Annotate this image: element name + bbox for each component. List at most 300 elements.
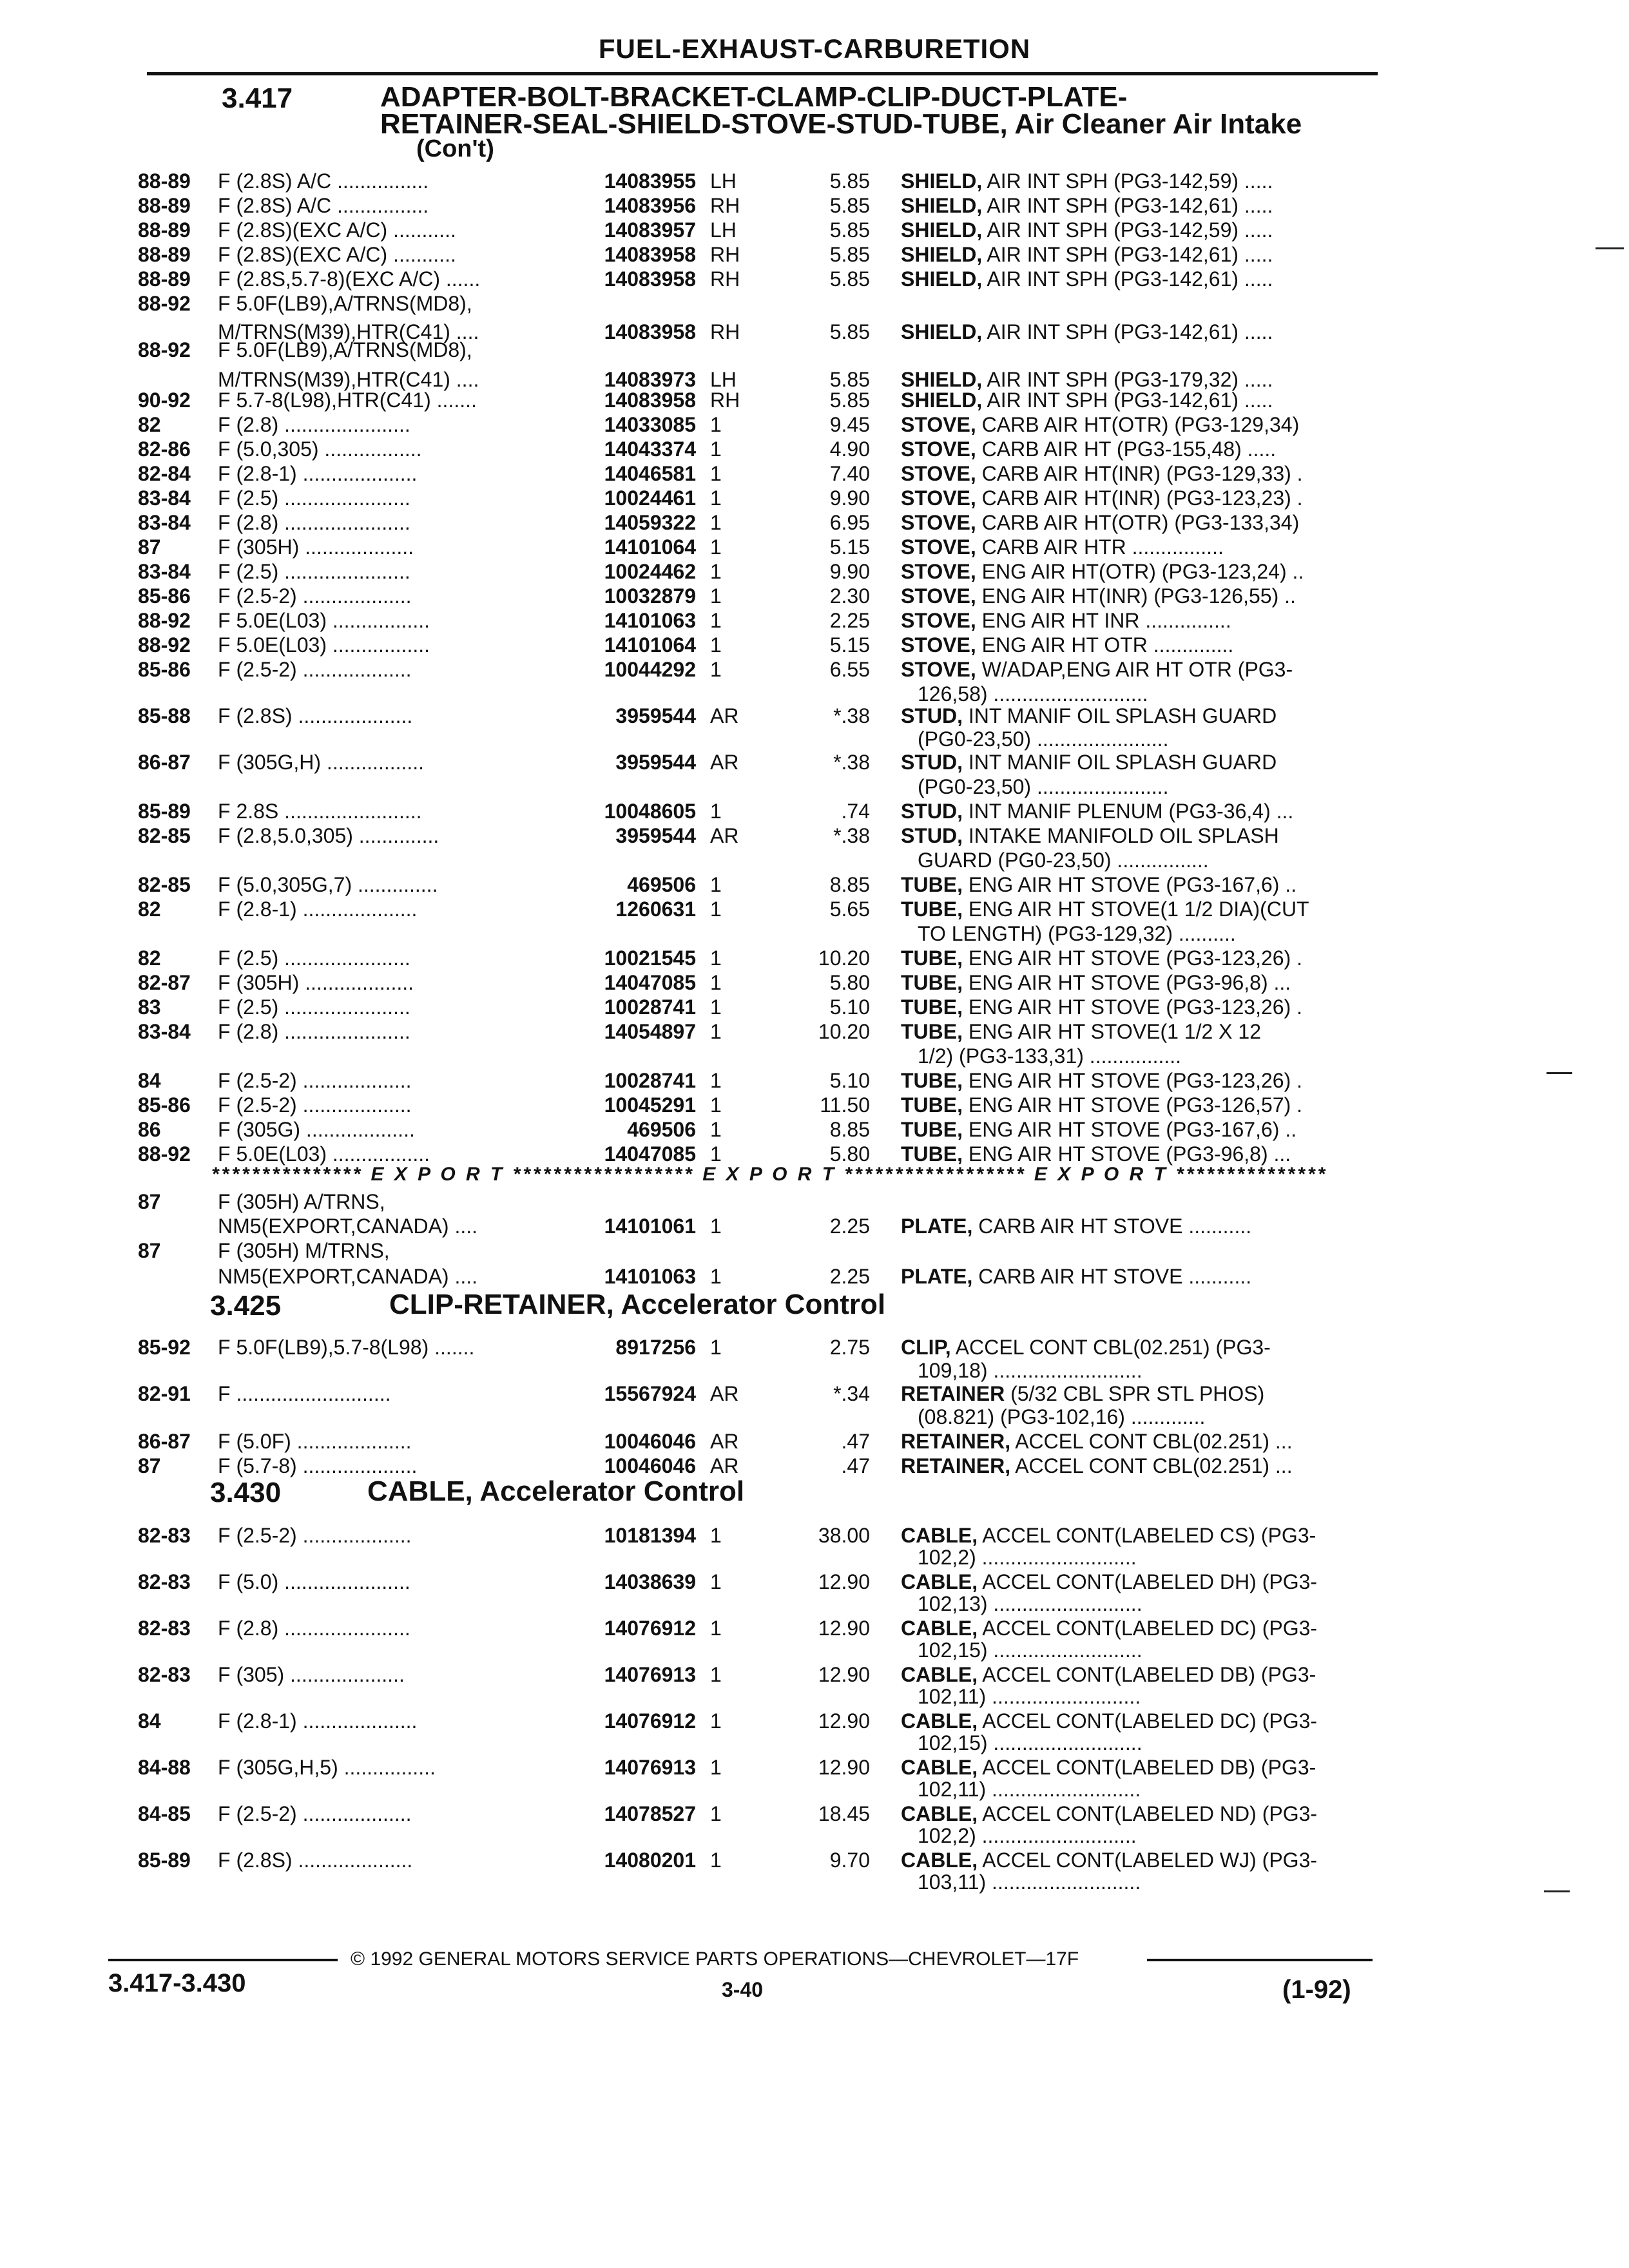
description-continued: 102,15) ..........................: [918, 1731, 1142, 1754]
section-title-line1: ADAPTER-BOLT-BRACKET-CLAMP-CLIP-DUCT-PLATE-: [380, 81, 1128, 113]
list-item: [0, 1454, 1629, 1478]
description-continued: 1/2) (PG3-133,31) ................: [918, 1044, 1182, 1068]
part-name: SHIELD,: [901, 169, 983, 193]
quantity: 1: [710, 584, 722, 608]
part-name: STUD,: [901, 800, 963, 823]
part-number: 14083973: [604, 368, 696, 391]
description: [901, 218, 1365, 242]
description: [901, 535, 1365, 559]
part-number: 14083958: [604, 267, 696, 291]
part-name: SHIELD,: [901, 389, 983, 412]
price: 2.25: [829, 1265, 870, 1288]
part-number: 3959544: [615, 824, 696, 847]
part-description: ENG AIR HT STOVE (PG3-167,6) ..: [968, 1118, 1297, 1141]
part-name: STUD,: [901, 824, 963, 847]
list-item: [0, 559, 1629, 584]
part-number: 14054897: [604, 1020, 696, 1043]
description: [901, 242, 1365, 267]
part-name: CABLE,: [901, 1663, 978, 1686]
list-item: [0, 970, 1629, 995]
part-name: CABLE,: [901, 1524, 978, 1547]
model-application: F 5.0E(L03) .................: [218, 1142, 430, 1166]
part-name: STOVE,: [901, 584, 976, 608]
model-year: 88-89: [138, 194, 191, 217]
price: 9.90: [829, 486, 870, 510]
quantity: AR: [710, 704, 739, 727]
price: 18.45: [818, 1802, 870, 1825]
part-description: AIR INT SPH (PG3-142,59) .....: [987, 218, 1273, 242]
list-item: [0, 799, 1629, 823]
price: 5.10: [829, 995, 870, 1019]
description: [901, 657, 1365, 682]
model-year: 82-86: [138, 437, 191, 461]
price: 6.95: [829, 511, 870, 534]
description: [901, 1848, 1365, 1872]
description: [901, 823, 1365, 848]
section-title-part: CLIP-RETAINER,: [389, 1289, 614, 1320]
price: 5.85: [829, 320, 870, 343]
price: 2.25: [829, 609, 870, 632]
quantity: 1: [710, 995, 722, 1019]
part-number: 14033085: [604, 413, 696, 436]
quantity: 1: [710, 1663, 722, 1686]
quantity: AR: [710, 751, 739, 774]
description: [901, 1570, 1365, 1594]
description: [901, 1142, 1365, 1166]
description: [901, 412, 1365, 437]
list-item: [0, 727, 1629, 751]
part-description: CARB AIR HT STOVE ...........: [978, 1265, 1252, 1288]
part-number: 8917256: [615, 1336, 696, 1359]
part-number: 14101063: [604, 609, 696, 632]
part-number: 14083958: [604, 389, 696, 412]
part-description: INT MANIF PLENUM (PG3-36,4) ...: [968, 800, 1294, 823]
list-item: [0, 1189, 1629, 1214]
list-item: [0, 1335, 1629, 1360]
quantity: 1: [710, 609, 722, 632]
model-year: 85-86: [138, 584, 191, 608]
price: 9.70: [829, 1849, 870, 1872]
section-title-parts: RETAINER-SEAL-SHIELD-STOVE-STUD-TUBE,: [380, 108, 1008, 140]
model-year: 85-92: [138, 1336, 191, 1359]
list-item: [0, 1214, 1629, 1238]
model-application: F 5.0F(LB9),A/TRNS(MD8),: [218, 338, 472, 361]
model-application: F (5.0,305G,7) ..............: [218, 873, 438, 896]
part-description: AIR INT SPH (PG3-142,61) .....: [987, 267, 1273, 291]
model-year: 87: [138, 1454, 161, 1477]
list-item: [0, 1545, 1629, 1570]
section-title-continued: (Con't): [416, 135, 494, 162]
description: [901, 872, 1365, 897]
model-application: F (2.8-1) ....................: [218, 462, 418, 485]
list-item: [0, 1264, 1629, 1289]
part-name: TUBE,: [901, 1020, 963, 1043]
description: [901, 799, 1365, 823]
quantity: 1: [710, 1756, 722, 1779]
list-item: [0, 1381, 1629, 1406]
part-name: SHIELD,: [901, 218, 983, 242]
part-number: 14076912: [604, 1709, 696, 1733]
part-number: 14047085: [604, 971, 696, 994]
model-application: F (2.8) ......................: [218, 511, 410, 534]
quantity: 1: [710, 1570, 722, 1593]
section-number: 3.417: [222, 82, 293, 114]
list-item: [0, 437, 1629, 461]
footer-rule-right: [1147, 1959, 1373, 1961]
price: 12.90: [818, 1617, 870, 1640]
part-name: STOVE,: [901, 633, 976, 657]
list-item: [0, 267, 1629, 291]
part-description: AIR INT SPH (PG3-142,61) .....: [987, 194, 1273, 217]
model-year: 82-83: [138, 1524, 191, 1547]
description-continued: 102,15) ..........................: [918, 1639, 1142, 1662]
part-name: STOVE,: [901, 535, 976, 559]
quantity: RH: [710, 320, 740, 343]
model-year: 82: [138, 947, 161, 970]
model-application: F (2.5-2) ...................: [218, 1069, 412, 1092]
price: 5.85: [829, 267, 870, 291]
quantity: 1: [710, 1020, 722, 1043]
part-name: STOVE,: [901, 609, 976, 632]
model-year: 88-92: [138, 633, 191, 657]
part-description: AIR INT SPH (PG3-142,61) .....: [987, 389, 1273, 412]
part-name: CABLE,: [901, 1802, 978, 1825]
model-application: F 5.0E(L03) .................: [218, 633, 430, 657]
description: [901, 1802, 1365, 1826]
part-name: PLATE,: [901, 1265, 973, 1288]
description: [901, 1068, 1365, 1093]
part-description: ENG AIR HT STOVE (PG3-126,57) .: [968, 1093, 1302, 1117]
description-continued: 126,58) ...........................: [918, 682, 1148, 706]
description: [901, 704, 1365, 728]
part-number: 10028741: [604, 995, 696, 1019]
quantity: 1: [710, 898, 722, 921]
list-item: [0, 1802, 1629, 1826]
part-name: STOVE,: [901, 560, 976, 583]
quantity: LH: [710, 368, 737, 391]
part-number: 10045291: [604, 1093, 696, 1117]
price: *.38: [833, 751, 870, 774]
model-year: 86-87: [138, 751, 191, 774]
list-item: [0, 608, 1629, 633]
price: .47: [841, 1430, 870, 1453]
model-application: F (2.5-2) ...................: [218, 1524, 412, 1547]
list-item: [0, 218, 1629, 242]
part-description: AIR INT SPH (PG3-142,61) .....: [987, 243, 1273, 266]
part-number: 14043374: [604, 437, 696, 461]
quantity: AR: [710, 1454, 739, 1477]
model-year: 88-89: [138, 169, 191, 193]
list-item: [0, 242, 1629, 267]
list-item: [0, 388, 1629, 412]
price: 12.90: [818, 1570, 870, 1593]
description-continued: 102,2) ...........................: [918, 1546, 1137, 1569]
price: .47: [841, 1454, 870, 1477]
part-number: 10021545: [604, 947, 696, 970]
part-name: STUD,: [901, 704, 963, 727]
footer-copyright: © 1992 GENERAL MOTORS SERVICE PARTS OPERATIONS—CHEVROLET—17F: [351, 1948, 1079, 1970]
description: [901, 750, 1365, 774]
list-item: [0, 338, 1629, 362]
part-number: 10044292: [604, 658, 696, 681]
model-year: 88-89: [138, 218, 191, 242]
part-description: ENG AIR HT STOVE(1 1/2 DIA)(CUT: [968, 898, 1309, 921]
part-name: TUBE,: [901, 947, 963, 970]
quantity: 1: [710, 1265, 722, 1288]
quantity: 1: [710, 1215, 722, 1238]
model-application: F (5.0,305) .................: [218, 437, 422, 461]
part-name: CABLE,: [901, 1617, 978, 1640]
model-year: 82-83: [138, 1663, 191, 1686]
quantity: LH: [710, 169, 737, 193]
part-number: 469506: [627, 1118, 696, 1141]
model-application: F 5.7-8(L98),HTR(C41) .......: [218, 389, 477, 412]
model-application: F (305G,H) .................: [218, 751, 425, 774]
price: 9.45: [829, 413, 870, 436]
model-year: 84-85: [138, 1802, 191, 1825]
footer-page-number: 3-40: [722, 1978, 764, 2001]
part-number: 10046046: [604, 1430, 696, 1453]
model-application: F (2.8S)(EXC A/C) ...........: [218, 243, 456, 266]
description: [901, 1429, 1365, 1454]
list-item: [0, 872, 1629, 897]
model-application: F (2.5-2) ...................: [218, 1093, 412, 1117]
part-description: ACCEL CONT(LABELED DH) (PG3-: [982, 1570, 1318, 1593]
description: [901, 486, 1365, 510]
quantity: 1: [710, 486, 722, 510]
price: 10.20: [818, 1020, 870, 1043]
description-continued: GUARD (PG0-23,50) ................: [918, 849, 1209, 872]
price: 5.80: [829, 971, 870, 994]
quantity: 1: [710, 971, 722, 994]
model-year: 82-84: [138, 462, 191, 485]
description: [901, 267, 1365, 291]
model-application: F (2.8-1) ....................: [218, 898, 418, 921]
price: 8.85: [829, 1118, 870, 1141]
footer-rule-left: [108, 1959, 338, 1961]
description-continued: 103,11) ..........................: [918, 1870, 1141, 1894]
list-item: [0, 1662, 1629, 1687]
part-description: ENG AIR HT(INR) (PG3-126,55) ..: [981, 584, 1296, 608]
model-year: 84: [138, 1069, 161, 1092]
model-application: NM5(EXPORT,CANADA) ....: [218, 1265, 478, 1288]
list-item: [0, 897, 1629, 921]
list-item: [0, 1616, 1629, 1640]
part-description: ACCEL CONT CBL(02.251) ...: [1015, 1454, 1293, 1477]
description: [901, 584, 1365, 608]
section-title-part: CABLE,: [367, 1475, 473, 1507]
model-application: F (305H) ...................: [218, 535, 414, 559]
part-name: RETAINER,: [901, 1454, 1011, 1477]
part-description: AIR INT SPH (PG3-142,59) .....: [987, 169, 1273, 193]
quantity: 1: [710, 437, 722, 461]
part-name: STOVE,: [901, 413, 976, 436]
part-number: 14046581: [604, 462, 696, 485]
list-item: [0, 657, 1629, 682]
quantity: 1: [710, 800, 722, 823]
model-application: F 5.0E(L03) .................: [218, 609, 430, 632]
part-name: TUBE,: [901, 1093, 963, 1117]
part-number: 10181394: [604, 1524, 696, 1547]
quantity: AR: [710, 1382, 739, 1405]
description: [901, 437, 1365, 461]
model-year: 82-83: [138, 1617, 191, 1640]
list-item: [0, 1405, 1629, 1429]
model-year: 82: [138, 898, 161, 921]
model-year: 82-85: [138, 824, 191, 847]
part-number: 3959544: [615, 751, 696, 774]
price: 11.50: [820, 1093, 870, 1117]
part-number: 10028741: [604, 1069, 696, 1092]
model-application: F 5.0F(LB9),5.7-8(L98) .......: [218, 1336, 475, 1359]
part-name: RETAINER: [901, 1382, 1005, 1405]
list-item: [0, 291, 1629, 316]
price: *.34: [833, 1382, 870, 1405]
quantity: AR: [710, 1430, 739, 1453]
model-year: 87: [138, 535, 161, 559]
price: 38.00: [818, 1524, 870, 1547]
quantity: 1: [710, 462, 722, 485]
part-name: STOVE,: [901, 462, 976, 485]
model-year: 84: [138, 1709, 161, 1733]
part-number: 10032879: [604, 584, 696, 608]
part-name: TUBE,: [901, 1069, 963, 1092]
part-name: TUBE,: [901, 995, 963, 1019]
list-item: [0, 1709, 1629, 1733]
price: 8.85: [829, 873, 870, 896]
part-description: ENG AIR HT STOVE (PG3-123,26) .: [968, 995, 1302, 1019]
model-application: NM5(EXPORT,CANADA) ....: [218, 1215, 478, 1238]
model-application: F 2.8S ........................: [218, 800, 422, 823]
quantity: 1: [710, 1142, 722, 1166]
list-item: [0, 1044, 1629, 1068]
page-header-title: FUEL-EXHAUST-CARBURETION: [598, 34, 1031, 64]
description-continued: (08.821) (PG3-102,16) .............: [918, 1405, 1206, 1428]
part-name: SHIELD,: [901, 368, 983, 391]
model-application: F (2.8S,5.7-8)(EXC A/C) ......: [218, 267, 481, 291]
price: 12.90: [818, 1709, 870, 1733]
list-item: [0, 995, 1629, 1019]
model-year: 82-87: [138, 971, 191, 994]
margin-mark: [1595, 247, 1624, 249]
part-name: TUBE,: [901, 971, 963, 994]
quantity: RH: [710, 267, 740, 291]
model-application: F (2.8S) A/C ................: [218, 169, 429, 193]
part-description: ACCEL CONT CBL(02.251) (PG3-: [955, 1336, 1271, 1359]
part-description: AIR INT SPH (PG3-179,32) .....: [987, 368, 1273, 391]
part-number: 14059322: [604, 511, 696, 534]
part-description: (5/32 CBL SPR STL PHOS): [1010, 1382, 1265, 1405]
description: [901, 461, 1365, 486]
part-name: CABLE,: [901, 1756, 978, 1779]
quantity: 1: [710, 1524, 722, 1547]
part-description: ENG AIR HT(OTR) (PG3-123,24) ..: [981, 560, 1304, 583]
description: [901, 1093, 1365, 1117]
model-year: 88-92: [138, 1142, 191, 1166]
part-name: SHIELD,: [901, 243, 983, 266]
list-item: [0, 193, 1629, 218]
list-item: [0, 1358, 1629, 1383]
part-number: 14080201: [604, 1849, 696, 1872]
part-description: CARB AIR HT STOVE ...........: [978, 1215, 1252, 1238]
part-description: ENG AIR HT STOVE (PG3-96,8) ...: [968, 1142, 1291, 1166]
list-item: [0, 921, 1629, 946]
price: 5.85: [829, 243, 870, 266]
quantity: 1: [710, 1802, 722, 1825]
description-continued: (PG0-23,50) .......................: [918, 775, 1169, 798]
part-name: TUBE,: [901, 898, 963, 921]
model-year: 87: [138, 1190, 161, 1213]
quantity: 1: [710, 1709, 722, 1733]
part-description: ACCEL CONT(LABELED DC) (PG3-: [982, 1617, 1318, 1640]
quantity: 1: [710, 947, 722, 970]
price: 12.90: [818, 1756, 870, 1779]
list-item: [0, 1870, 1629, 1894]
model-year: 82-91: [138, 1382, 191, 1405]
model-application: F (305H) ...................: [218, 971, 414, 994]
list-item: [0, 584, 1629, 608]
model-year: 88-92: [138, 292, 191, 315]
model-year: 85-88: [138, 704, 191, 727]
quantity: 1: [710, 511, 722, 534]
model-year: 87: [138, 1239, 161, 1262]
part-number: 14076912: [604, 1617, 696, 1640]
quantity: 1: [710, 1118, 722, 1141]
model-year: 83-84: [138, 560, 191, 583]
quantity: 1: [710, 1336, 722, 1359]
model-application: F (305H) M/TRNS,: [218, 1239, 390, 1262]
list-item: [0, 1429, 1629, 1454]
model-year: 84-88: [138, 1756, 191, 1779]
price: *.38: [833, 824, 870, 847]
model-application: F (5.0F) ....................: [218, 1430, 412, 1453]
part-number: 10046046: [604, 1454, 696, 1477]
part-name: STOVE,: [901, 486, 976, 510]
model-application: F ...........................: [218, 1382, 391, 1405]
part-description: ENG AIR HT INR ...............: [981, 609, 1231, 632]
description: [901, 1709, 1365, 1733]
model-application: F (2.8S) ....................: [218, 704, 413, 727]
part-name: PLATE,: [901, 1215, 973, 1238]
part-description: CARB AIR HT(INR) (PG3-129,33) .: [981, 462, 1303, 485]
model-application: F (2.8-1) ....................: [218, 1709, 418, 1733]
part-name: SHIELD,: [901, 267, 983, 291]
list-item: [0, 510, 1629, 535]
list-item: [0, 1848, 1629, 1872]
price: 5.85: [829, 169, 870, 193]
part-number: 15567924: [604, 1382, 696, 1405]
part-description: ACCEL CONT(LABELED CS) (PG3-: [982, 1524, 1316, 1547]
model-application: F (2.5) ......................: [218, 560, 410, 583]
model-year: 85-86: [138, 1093, 191, 1117]
part-description: ACCEL CONT(LABELED WJ) (PG3-: [982, 1849, 1318, 1872]
list-item: [0, 1638, 1629, 1662]
part-number: 14083958: [604, 243, 696, 266]
price: 5.80: [829, 1142, 870, 1166]
part-description: INT MANIF OIL SPLASH GUARD: [968, 751, 1277, 774]
part-name: TUBE,: [901, 1142, 963, 1166]
model-year: 83: [138, 995, 161, 1019]
list-item: [0, 823, 1629, 848]
model-application: F (2.8S) A/C ................: [218, 194, 429, 217]
part-name: TUBE,: [901, 1118, 963, 1141]
list-item: [0, 682, 1629, 706]
model-application: M/TRNS(M39),HTR(C41) ....: [218, 368, 479, 391]
part-number: 10024462: [604, 560, 696, 583]
description-continued: 102,11) ..........................: [918, 1778, 1141, 1801]
part-number: 469506: [627, 873, 696, 896]
model-application: F (2.5-2) ...................: [218, 584, 412, 608]
